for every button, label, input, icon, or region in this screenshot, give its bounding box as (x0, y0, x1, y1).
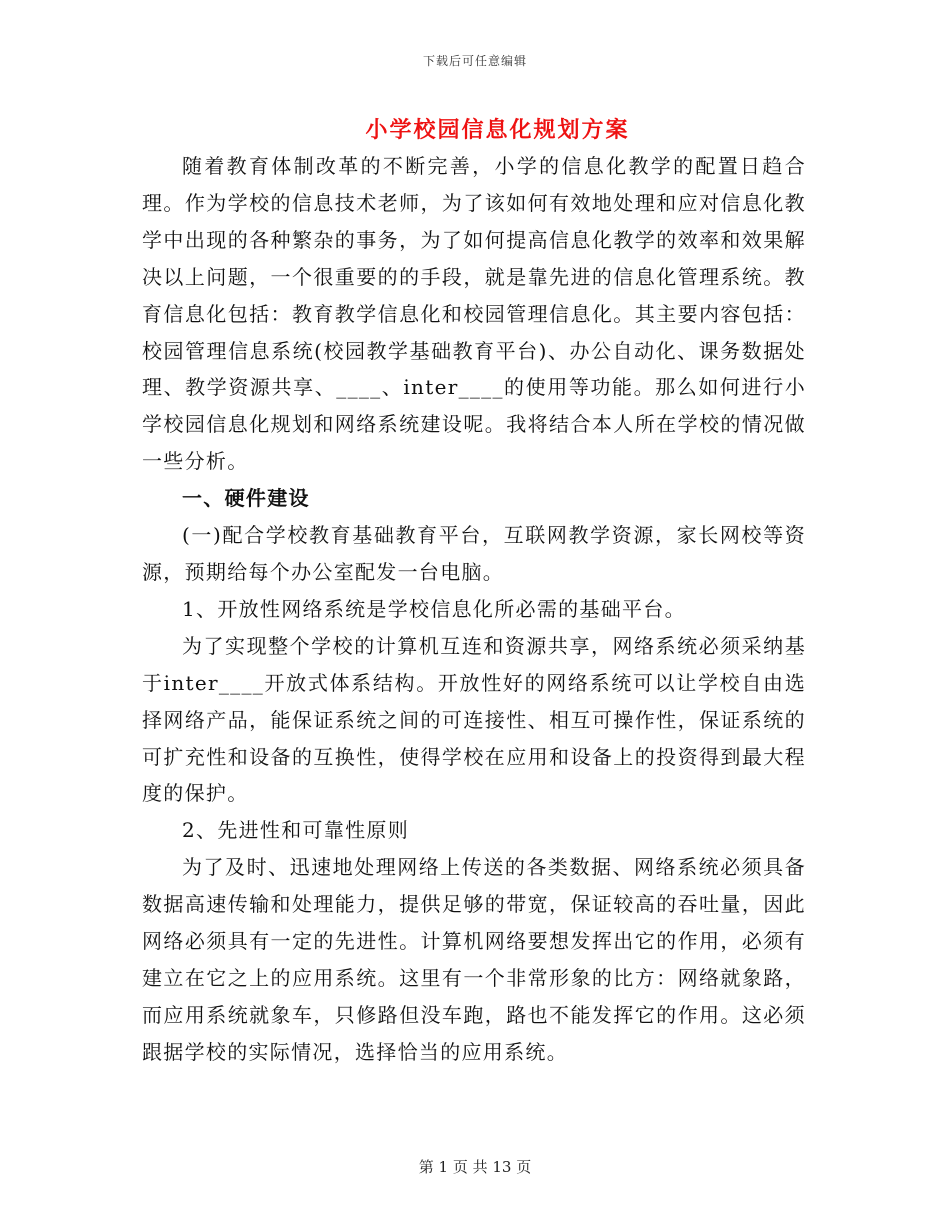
intro-paragraph: 随着教育体制改革的不断完善，小学的信息化教学的配置日趋合理。作为学校的信息技术老师，为了该如何有效地处理和应对信息化教学中出现的各种繁杂的事务，为了如何提高信息化教学的效率和效果解决以上问题，一个很重要的的手段，就是靠先进的信息化管理系统。教育信息化包括：教育教学信息化和校园管理信息化。其主要内容包括：校园管理信息系统(校园教学基础教育平台)、办公自动化、课务数据处理、教学资源共享、____、inter____的使用等功能。那么如何进行小学校园信息化规划和网络系统建设呢。我将结合本人所在学校的情况做一些分析。 (142, 154, 806, 474)
point-2-heading: 2、先进性和可靠性原则 (182, 818, 410, 843)
section-heading-hardware: 一、硬件建设 (182, 486, 310, 511)
subsection-paragraph: (一)配合学校教育基础教育平台，互联网教学资源，家长网校等资源，预期给每个办公室配发一台电脑。 (142, 523, 806, 584)
point-1-paragraph: 为了实现整个学校的计算机互连和资源共享，网络系统必须采纳基于inter____开放式体系结构。开放性好的网络系统可以让学校自由选择网络产品，能保证系统之间的可连接性、相互可操作性，保证系统的可扩充性和设备的互换性，使得学校在应用和设备上的投资得到最大程度的保护。 (142, 633, 806, 806)
header-note: 下载后可任意编辑 (422, 54, 527, 68)
point-1-heading: 1、开放性网络系统是学校信息化所必需的基础平台。 (182, 596, 686, 621)
document-title: 小学校园信息化规划方案 (365, 117, 630, 143)
document-body (142, 148, 806, 1071)
point-2-paragraph: 为了及时、迅速地处理网络上传送的各类数据、网络系统必须具备数据高速传输和处理能力，提供足够的带宽，保证较高的吞吐量，因此网络必须具有一定的先进性。计算机网络要想发挥出它的作用，必须有建立在它之上的应用系统。这里有一个非常形象的比方：网络就象路，而应用系统就象车，只修路但没车跑，路也不能发挥它的作用。这必须跟据学校的实际情况，选择恰当的应用系统。 (142, 855, 806, 1064)
page-number: 第 1 页 共 13 页 (418, 1158, 532, 1176)
